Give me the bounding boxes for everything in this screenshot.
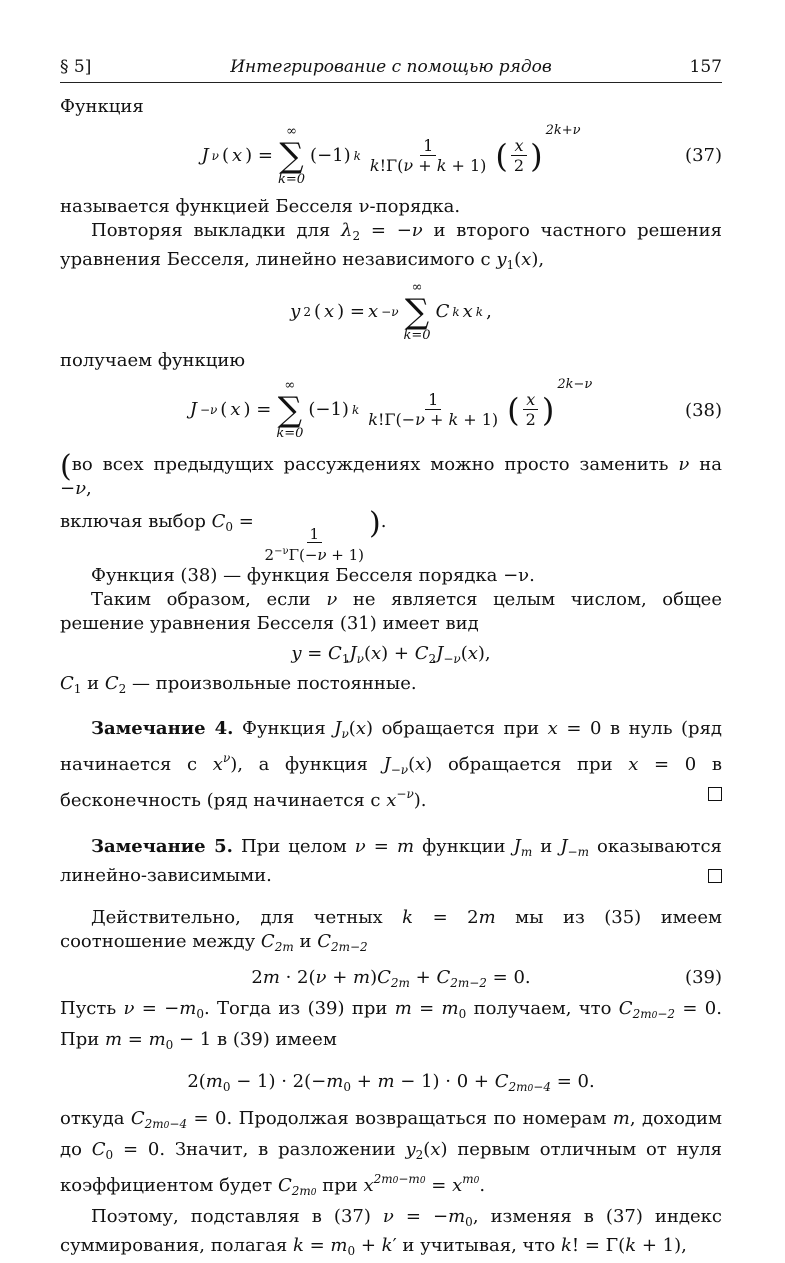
running-head — [60, 54, 722, 83]
equation-number: (38) — [685, 400, 722, 421]
paragraph: Функция (38) — функция Бесселя порядка −ν. — [91, 565, 535, 586]
equation-number: (37) — [685, 145, 722, 166]
paragraph: называется функцией Бесселя ν-порядка. — [60, 196, 461, 217]
page-body — [60, 95, 722, 1263]
equation-substituted: $2(m_0 - 1) \cdot 2(-m_0 + m - 1) \cdot 0 + C_{2m0-4} = 0$. — [187, 1071, 595, 1094]
remark-5: Замечание 5. При целом ν = m функции $J_m$ и $J_{-m}$ оказываются линейно-зависимыми. — [60, 836, 722, 886]
remark-4: Замечание 4. Функция $J_\nu(x)$ обращается при x = 0 в нуль (ряд начинается с $x^\nu$), а функция $J_{-\nu}(x)$ обращается при x = 0 в бесконечность (ряд начинается с $x^{-\nu}$). — [60, 718, 723, 811]
equation-number: (39) — [685, 967, 722, 988]
book-page — [60, 54, 723, 1258]
qed-icon — [708, 787, 722, 801]
paragraph: Функция — [60, 96, 144, 117]
paragraph: (во всех предыдущих рассуждениях можно просто заменить ν на −ν, — [60, 449, 722, 499]
formula: J −ν ( x ) = ∞ ∑ k=0 (−1) k $\frac{1}{k!\Gamma(-\nu + k + 1)}$ ( $\frac{x}{2}$ ) 2k−ν — [189, 377, 593, 441]
general-solution: $y = C_1J_\nu(x) + C_2J_{-\nu}(x)$, — [291, 643, 491, 666]
paragraph: $C_1$ и $C_2$ — произвольные постоянные. — [60, 673, 417, 696]
paragraph: откуда $C_{2m0-4} = 0$. Продолжая возвращаться по номерам m, доходим до $C_0 = 0$. Значит, в разложении $y_2(x)$ первым отличным от нуля коэффициентом будет $C_{2m0}$ при $x^{2m0-m0} = x^{m0}$. — [60, 1108, 722, 1198]
equation-39: $2m \cdot 2(\nu + m)C_{2m} + C_{2m-2} = 0$. (39) — [60, 959, 722, 997]
equation-y2 — [60, 277, 722, 349]
qed-icon — [708, 869, 722, 883]
equation-38 — [60, 373, 722, 449]
summation: ∞ ∑ k=0 — [277, 124, 306, 187]
page-number: 157 — [689, 57, 722, 77]
section-marker: § 5] — [60, 57, 92, 77]
paragraph: получаем функцию — [60, 350, 246, 371]
chapter-title: Интегрирование с помощью рядов — [230, 57, 552, 77]
fraction: $\frac{1}{k!\Gamma(\nu + k + 1)}$ — [369, 135, 487, 175]
paragraph: Повторяя выкладки для $\lambda_2 = -\nu$ и второго частного решения уравнения Бесселя, линейно независимого с $y_1(x)$, — [60, 220, 722, 272]
formula: J ν ( x ) = ∞ ∑ k=0 (−1) k $\frac{1}{k!\Gamma(\nu + k + 1)}$ ( $\frac{x}{2}$ ) 2k+ν — [201, 123, 581, 187]
paragraph: включая выбор $C_0$ = $\frac{1}{2^{-\nu}\Gamma(-\nu + 1)}$ ). — [60, 506, 387, 564]
paragraph: Действительно, для четных k = 2m мы из (35) имеем соотношение между $C_{2m}$ и $C_{2m-2}$ — [60, 907, 722, 954]
equation-37 — [60, 119, 722, 193]
formula: y 2 ( x ) = x −ν ∞ ∑ k=0 C k x k , — [290, 280, 492, 343]
paragraph: Пусть $\nu = -m_0$. Тогда из (39) при $m = m_0$ получаем, что $C_{2m0-2} = 0$. При $m = m_0 - 1$ в (39) имеем — [60, 998, 722, 1052]
paragraph: Таким образом, если ν не является целым числом, общее решение уравнения Бесселя (31) имеет вид — [60, 589, 722, 634]
paragraph: Поэтому, подставляя в (37) $\nu = -m_0$, изменяя в (37) индекс суммирования, полагая $k = m_0 + k'$ и учитывая, что k! = Γ(k + 1), — [60, 1206, 722, 1258]
